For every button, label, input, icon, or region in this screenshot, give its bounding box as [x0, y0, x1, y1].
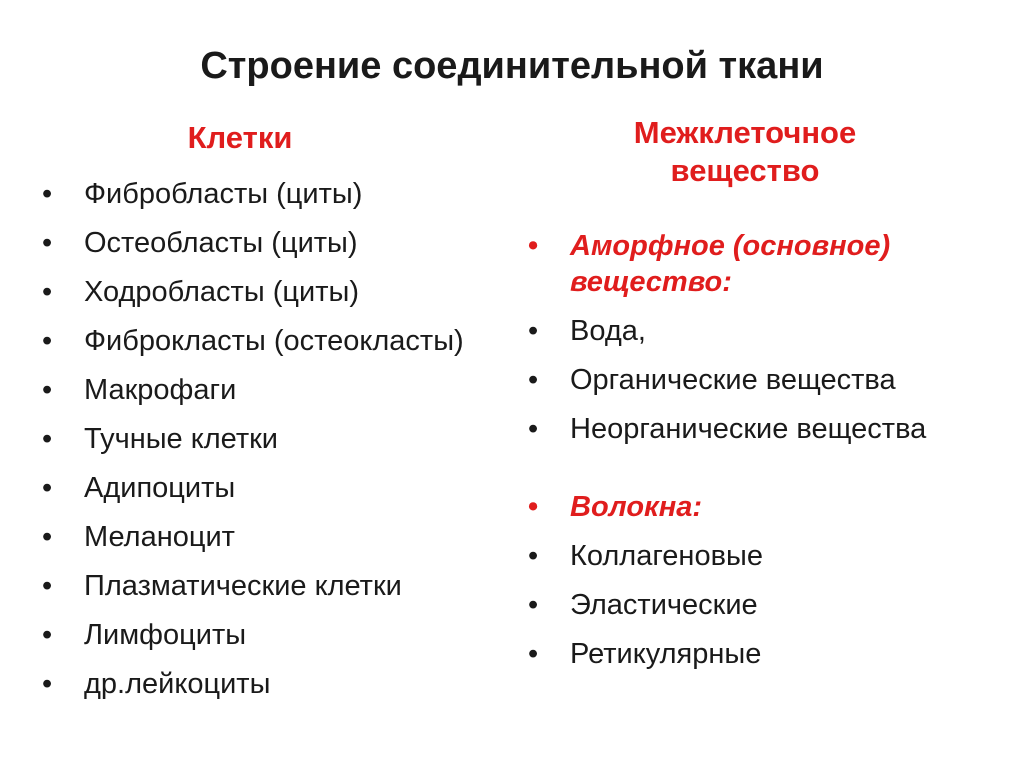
intercellular-substance-heading: Межклеточное вещество [633, 115, 857, 188]
list-item [42, 274, 482, 310]
list-item-label: Остеобласты (циты) [84, 227, 358, 259]
list-item-label: Адипоциты [84, 472, 236, 504]
page-title: Строение соединительной ткани [200, 45, 824, 87]
list-item [528, 411, 1008, 447]
list-item-label: Макрофаги [84, 374, 237, 406]
list-item-label: Коллагеновые [570, 540, 763, 572]
bullet-icon: • [528, 491, 539, 523]
bullet-icon: • [42, 521, 53, 553]
list-item-label: Меланоцит [84, 521, 235, 553]
list-item [42, 470, 482, 506]
list-item-label: Вода, [570, 315, 646, 347]
list-item [42, 568, 482, 604]
list-item [528, 362, 1008, 398]
bullet-icon: • [42, 472, 53, 504]
bullet-icon: • [42, 619, 53, 651]
list-item [42, 176, 482, 212]
bullet-icon: • [42, 668, 53, 700]
list-item-label: Неорганические вещества [570, 413, 927, 445]
list-item-label: Фиброкласты (остеокласты) [84, 325, 464, 357]
list-item [528, 587, 1008, 623]
list-item-label: Лимфоциты [84, 619, 247, 651]
list-item [528, 538, 1008, 574]
bullet-icon: • [42, 374, 53, 406]
bullet-icon: • [528, 230, 539, 262]
fibers-label [528, 489, 1008, 525]
bullet-icon: • [42, 227, 53, 259]
list-item-label: Ходробласты (циты) [84, 276, 359, 308]
list-item [528, 636, 1008, 672]
list-item-label: Фибробласты (циты) [84, 178, 363, 210]
bullet-icon: • [42, 423, 53, 455]
list-item-label: Ретикулярные [570, 638, 762, 670]
bullet-icon: • [42, 325, 53, 357]
list-item [42, 372, 482, 408]
intercellular-substance-list [528, 228, 1008, 685]
bullet-icon: • [528, 638, 539, 670]
list-item-label: Плазматические клетки [84, 570, 402, 602]
bullet-icon: • [42, 178, 53, 210]
list-item-label: Волокна: [570, 491, 703, 523]
bullet-icon: • [528, 413, 539, 445]
list-item [42, 617, 482, 653]
amorphous-substance-label [528, 228, 1008, 300]
list-item [42, 225, 482, 261]
list-item-label: Органические вещества [570, 364, 896, 396]
list-item [42, 421, 482, 457]
list-item [42, 666, 482, 702]
list-item-label: Аморфное (основное) вещество: [570, 230, 891, 298]
bullet-icon: • [528, 364, 539, 396]
bullet-icon: • [528, 315, 539, 347]
bullet-icon: • [528, 540, 539, 572]
list-item-label: Эластические [570, 589, 758, 621]
bullet-icon: • [42, 570, 53, 602]
bullet-icon: • [528, 589, 539, 621]
list-item [528, 313, 1008, 349]
cells-heading: Клетки [187, 120, 293, 155]
list-item [42, 323, 482, 359]
list-item-label: др.лейкоциты [84, 668, 271, 700]
cells-list [42, 176, 482, 715]
list-item [42, 519, 482, 555]
bullet-icon: • [42, 276, 53, 308]
list-item-label: Тучные клетки [84, 423, 279, 455]
